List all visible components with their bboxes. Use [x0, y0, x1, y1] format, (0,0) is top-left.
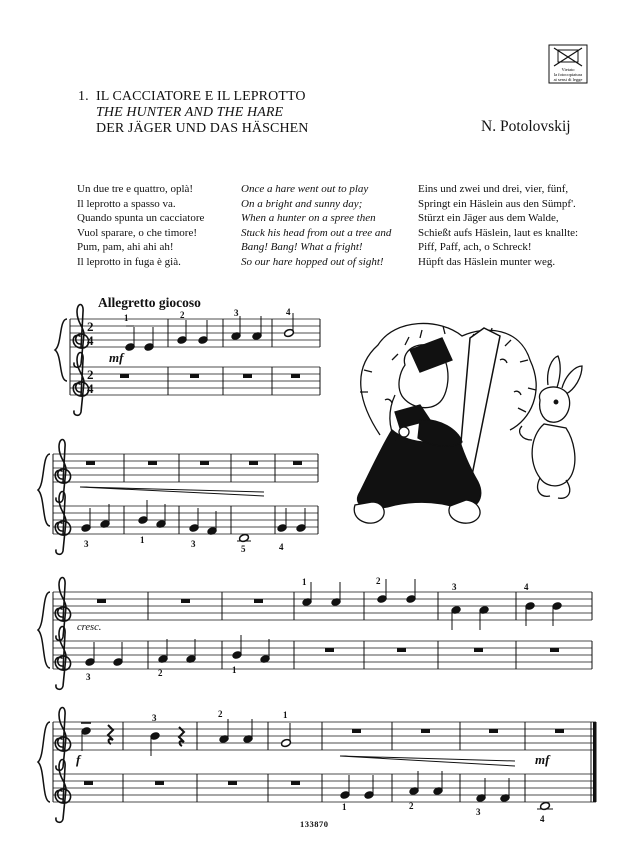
fingering: 2 — [180, 310, 185, 320]
lyric-line: Un due tre e quattro, oplà! — [77, 183, 194, 195]
fingering: 3 — [152, 713, 157, 723]
title-german: DER JÄGER UND DAS HÄSCHEN — [96, 121, 309, 136]
lyric-line: Once a hare went out to play — [241, 183, 369, 195]
lyric-line: Stuck his head from out a tree and — [241, 226, 392, 239]
time-sig-bottom: 4 — [87, 333, 94, 348]
fingering: 1 — [302, 577, 307, 587]
fingering: 1 — [232, 665, 237, 675]
fingering: 3 — [234, 308, 239, 318]
fingering: 1 — [124, 313, 129, 323]
stamp-line-1: Vietato — [561, 67, 575, 72]
lyric-line: Bang! Bang! What a fright! — [241, 241, 363, 254]
notes-upper — [81, 719, 292, 756]
lyric-line: Schießt aufs Häslein, laut es knallte: — [418, 226, 579, 239]
lyric-line: Piff, Paff, ach, o Schreck! — [418, 241, 532, 254]
fingering: 4 — [286, 307, 291, 317]
fingering: 4 — [524, 582, 529, 592]
fingering: 3 — [191, 539, 196, 549]
lyric-line: Quando spunta un cacciatore — [77, 212, 205, 225]
system-4 — [38, 708, 597, 825]
system-3 — [38, 576, 592, 689]
dynamic-mf-end: mf — [535, 752, 550, 767]
fingering: 1 — [283, 710, 288, 720]
dynamic-f: f — [76, 752, 81, 767]
notes-lower — [340, 771, 553, 811]
fingering: 1 — [342, 802, 347, 812]
fingering: 4 — [540, 814, 545, 824]
fingering: 1 — [140, 535, 145, 545]
fingering: 3 — [84, 539, 89, 549]
lyric-line: Il leprotto a spasso va. — [77, 197, 176, 210]
fingering: 3 — [476, 807, 481, 817]
time-sig-bottom: 4 — [87, 381, 94, 396]
lyric-line: Eins und zwei und drei, vier, fünf, — [418, 183, 569, 195]
tempo-marking: Allegretto giocoso — [98, 295, 201, 310]
fingering: 2 — [218, 709, 223, 719]
fingering: 3 — [86, 672, 91, 682]
lyric-line: Il leprotto in fuga è già. — [77, 255, 181, 268]
fingering: 2 — [158, 668, 163, 678]
time-sig-top: 2 — [87, 367, 94, 382]
lyric-line: Vuol sparare, o che timore! — [77, 226, 197, 239]
fingering: 2 — [376, 576, 381, 586]
lyric-line: Springt ein Häslein aus den Sümpf'. — [418, 197, 576, 210]
piece-number: 1. — [78, 89, 89, 104]
dynamic-mf: mf — [109, 350, 124, 365]
stamp-line-3: ai sensi di legge — [553, 77, 583, 82]
lyric-line: On a bright and sunny day; — [241, 197, 363, 210]
title-english: THE HUNTER AND THE HARE — [96, 105, 284, 120]
system-2 — [38, 440, 318, 555]
system-1 — [55, 305, 320, 416]
lyric-line: Stürzt ein Jäger aus dem Walde, — [418, 212, 559, 225]
rests-lower — [120, 374, 300, 378]
hunter-and-hare-illustration — [354, 323, 582, 523]
lyric-line: So our hare hopped out of sight! — [241, 255, 384, 268]
lyric-line: Hüpft das Häslein munter weg. — [418, 255, 556, 268]
fingering: 3 — [452, 582, 457, 592]
dynamic-cresc: cresc. — [77, 622, 102, 633]
plate-number: 133870 — [300, 819, 329, 829]
title-italian: IL CACCIATORE E IL LEPROTTO — [96, 89, 306, 104]
composer: N. Potolovskij — [481, 118, 571, 135]
stamp-line-2: la fotocopiatura — [553, 72, 583, 77]
lyric-line: Pum, pam, ahi ahi ah! — [77, 241, 174, 254]
fingering: 2 — [409, 801, 414, 811]
lyric-line: When a hunter on a spree then — [241, 212, 376, 225]
time-sig-top: 2 — [87, 319, 94, 334]
fingering: 5 — [241, 544, 246, 554]
fingering: 4 — [279, 542, 284, 552]
